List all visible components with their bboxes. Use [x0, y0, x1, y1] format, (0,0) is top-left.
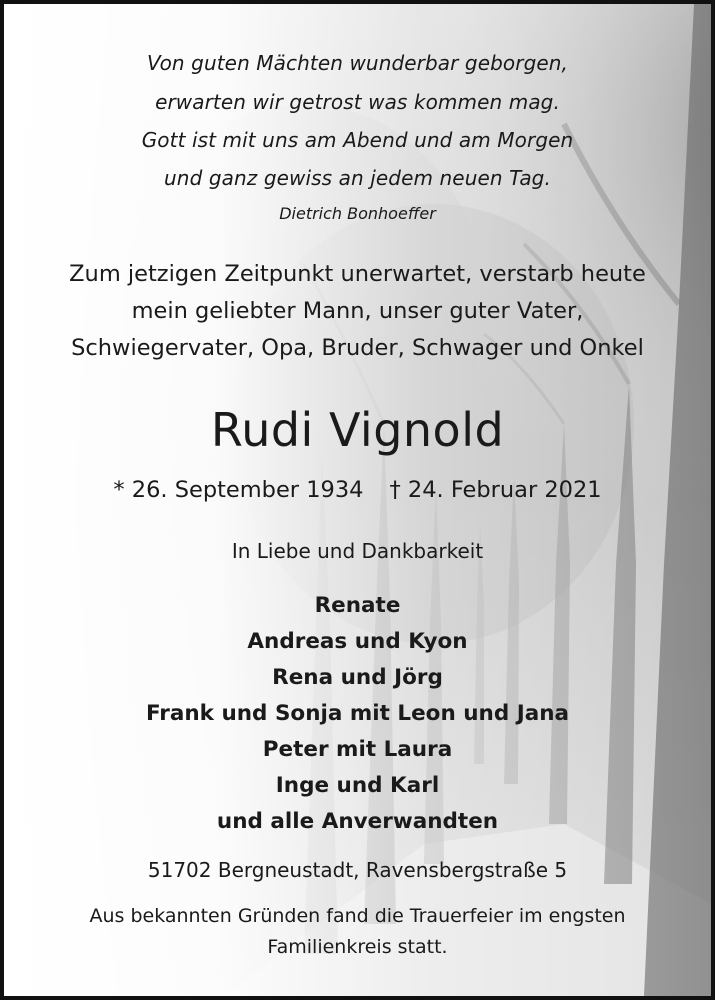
birth-date: * 26. September 1934: [113, 477, 364, 503]
mourner-line: und alle Anverwandten: [216, 809, 499, 834]
poem-line: Von guten Mächten wunderbar geborgen,: [146, 51, 569, 75]
death-date: † 24. Februar 2021: [389, 477, 602, 503]
poem-line: und ganz gewiss an jedem neuen Tag.: [164, 166, 551, 190]
deceased-name: Rudi Vignold: [210, 403, 505, 457]
thanks-line: In Liebe und Dankbarkeit: [231, 539, 484, 563]
intro-line: Schwiegervater, Opa, Bruder, Schwager und Onkel: [71, 335, 644, 361]
intro-line: mein geliebter Mann, unser guter Vater,: [131, 298, 584, 324]
mourner-line: Inge und Karl: [275, 773, 440, 798]
mourner-line: Rena und Jörg: [272, 665, 443, 690]
footer-line: Aus bekannten Gründen fand die Trauerfeier im engsten: [89, 905, 626, 927]
notice-text: [4, 4, 711, 996]
poem-author: Dietrich Bonhoeffer: [279, 204, 436, 223]
poem-line: erwarten wir getrost was kommen mag.: [155, 90, 560, 114]
intro-line: Zum jetzigen Zeitpunkt unerwartet, verstarb heute: [69, 261, 646, 287]
address: 51702 Bergneustadt, Ravensbergstraße 5: [147, 858, 568, 882]
mourner-line: Andreas und Kyon: [247, 629, 468, 654]
life-dates: [4, 477, 711, 503]
poem-line: Gott ist mit uns am Abend und am Morgen: [141, 128, 574, 152]
mourner-line: Renate: [314, 593, 401, 618]
footer-line: Familienkreis statt.: [267, 936, 448, 958]
mourner-line: Peter mit Laura: [262, 737, 453, 762]
mourner-line: Frank und Sonja mit Leon und Jana: [145, 701, 570, 726]
